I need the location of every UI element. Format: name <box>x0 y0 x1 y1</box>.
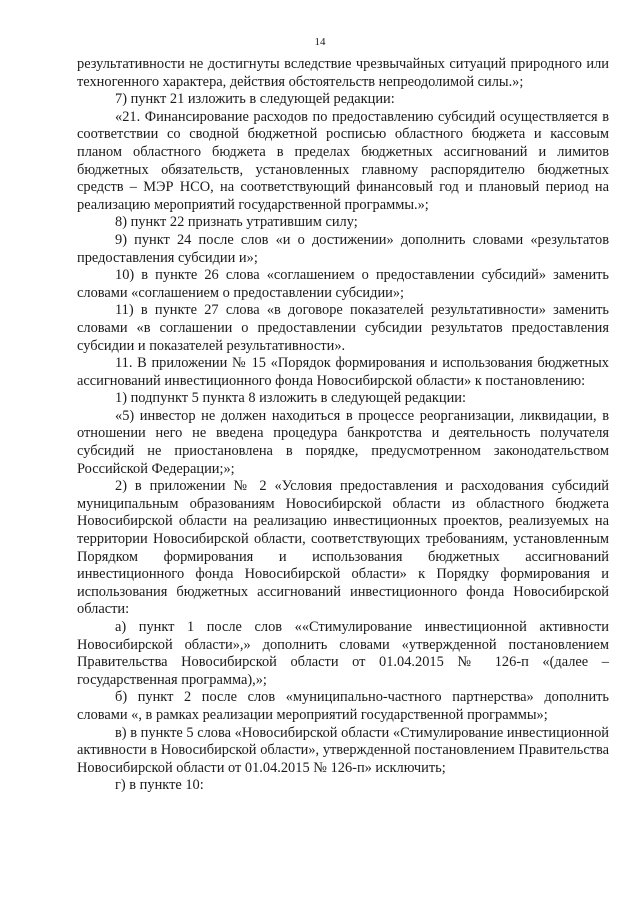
paragraph-1: результативности не достигнуты вследствие чрезвычайных ситуаций природного или техногенного характера, действия обстоятельств непреодолимой силы.»; <box>77 56 609 90</box>
paragraph-8: 11. В приложении № 15 «Порядок формирования и использования бюджетных ассигнований инвестиционного фонда Новосибирской области» к постановлению: <box>77 355 609 389</box>
paragraph-2: 7) пункт 21 изложить в следующей редакции: <box>115 91 395 108</box>
paragraph-10: «5) инвестор не должен находиться в процессе реорганизации, ликвидации, в отношении него не введена процедура банкротства и деятельность получателя субсидий не приостановлена в порядке, предусмотренном законодательством Российской Федерации;»; <box>77 407 609 477</box>
paragraph-7: 11) в пункте 27 слова «в договоре показателей результативности» заменить словами «в соглашении о предоставлении субсидии результатов предоставления субсидии и показателей результативности». <box>77 302 609 354</box>
document-body <box>77 56 609 795</box>
paragraph-12: а) пункт 1 после слов ««Стимулирование инвестиционной активности Новосибирской области»,» дополнить словами «утвержденной постановлением Правительства Новосибирской области от 01.04.2015 № 126-п «(далее – государственная программа),»; <box>77 619 609 688</box>
paragraph-6: 10) в пункте 26 слова «соглашением о предоставлении субсидий» заменить словами «соглашением о предоставлении субсидии»; <box>77 267 609 301</box>
paragraph-14: в) в пункте 5 слова «Новосибирской области «Стимулирование инвестиционной активности в Новосибирской области», утвержденной постановлением Правительства Новосибирской области от 01.04.2015 № 126-п» исключить; <box>77 724 609 776</box>
paragraph-11: 2) в приложении № 2 «Условия предоставления и расходования субсидий муниципальным образованиям Новосибирской области из областного бюджета Новосибирской области на реализацию инвестиционных проектов, реализуемых на территории Новосибирской области, соответствующих требованиям, установленным Порядком формирования и использования бюджетных ассигнований инвестиционного фонда Новосибирской области» к Порядку формирования и использования бюджетных ассигнований инвестиционного фонда Новосибирской области: <box>77 478 609 618</box>
paragraph-15: г) в пункте 10: <box>115 777 204 794</box>
paragraph-5: 9) пункт 24 после слов «и о достижении» дополнить словами «результатов предоставления субсидии и»; <box>77 231 609 266</box>
page-number: 14 <box>314 36 326 48</box>
paragraph-3: «21. Финансирование расходов по предоставлению субсидий осуществляется в соответствии со сводной бюджетной росписью областного бюджета и кассовым планом областного бюджета в пределах бюджетных ассигнований и лимитов бюджетных обязательств, установленных главному распорядителю бюджетных средств – МЭР НСО, на соответствующий финансовый год и плановый период на реализацию мероприятий государственной программы.»; <box>77 108 609 213</box>
paragraph-9: 1) подпункт 5 пункта 8 изложить в следующей редакции: <box>115 390 466 407</box>
paragraph-4: 8) пункт 22 признать утратившим силу; <box>115 214 358 231</box>
paragraph-13: б) пункт 2 после слов «муниципально-частного партнерства» дополнить словами «, в рамках реализации мероприятий государственной программы»; <box>77 689 609 723</box>
